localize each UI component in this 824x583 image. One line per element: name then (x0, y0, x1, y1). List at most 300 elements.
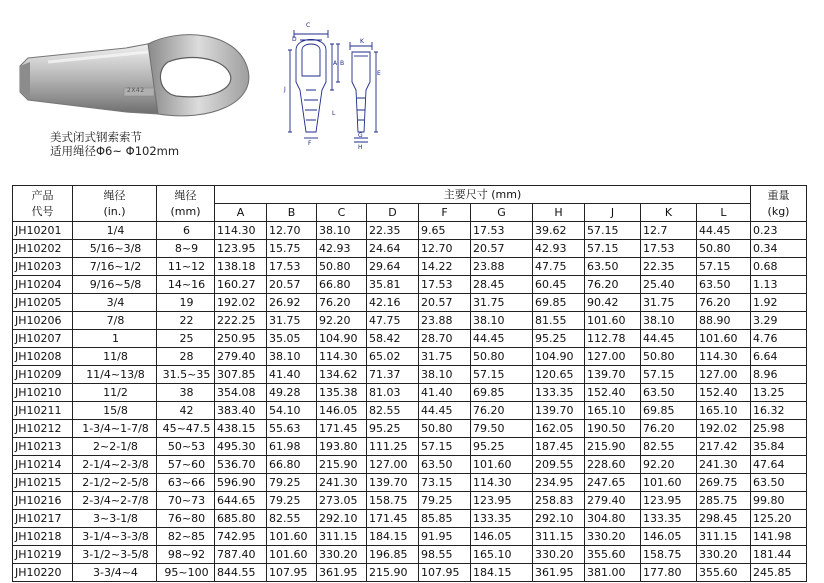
table-cell: 190.50 (585, 420, 641, 438)
product-code-cell: JH10217 (13, 510, 73, 528)
table-cell: 98~92 (157, 546, 215, 564)
table-cell: 127.00 (367, 456, 419, 474)
table-cell: 311.15 (533, 528, 585, 546)
table-cell: 42 (157, 402, 215, 420)
table-cell: 22 (157, 312, 215, 330)
weight-cell: 63.50 (751, 474, 807, 492)
table-cell: 844.55 (215, 564, 267, 582)
table-cell: 114.30 (471, 474, 533, 492)
product-code-cell: JH10206 (13, 312, 73, 330)
table-cell: 42.16 (367, 294, 419, 312)
table-cell: 133.35 (641, 510, 697, 528)
weight-cell: 0.68 (751, 258, 807, 276)
table-cell: 241.30 (317, 474, 367, 492)
table-cell: 381.00 (585, 564, 641, 582)
table-row (13, 258, 807, 276)
table-cell: 38.10 (641, 312, 697, 330)
table-row (13, 240, 807, 258)
table-cell: 85.85 (419, 510, 471, 528)
table-cell: 31.75 (419, 348, 471, 366)
table-cell: 38.10 (267, 348, 317, 366)
table-row (13, 312, 807, 330)
weight-cell: 25.98 (751, 420, 807, 438)
table-cell: 3~3-1/8 (73, 510, 157, 528)
table-cell: 111.25 (367, 438, 419, 456)
table-cell: 8~9 (157, 240, 215, 258)
table-row (13, 420, 807, 438)
table-cell: 139.70 (367, 474, 419, 492)
table-cell: 63~66 (157, 474, 215, 492)
weight-cell: 141.98 (751, 528, 807, 546)
table-cell: 14~16 (157, 276, 215, 294)
table-cell: 28 (157, 348, 215, 366)
table-cell: 330.20 (585, 528, 641, 546)
table-row (13, 438, 807, 456)
weight-cell: 47.64 (751, 456, 807, 474)
caption-rope-range: 适用绳径Φ6~ Φ102mm (50, 144, 180, 158)
table-cell: 787.40 (215, 546, 267, 564)
table-cell: 88.90 (697, 312, 751, 330)
product-code-cell: JH10211 (13, 402, 73, 420)
table-cell: 250.95 (215, 330, 267, 348)
table-cell: 12.70 (267, 222, 317, 240)
table-cell: 29.64 (367, 258, 419, 276)
table-cell: 79.25 (267, 474, 317, 492)
table-cell: 25.40 (641, 276, 697, 294)
table-cell: 65.02 (367, 348, 419, 366)
table-cell: 98.55 (419, 546, 471, 564)
table-cell: 184.15 (471, 564, 533, 582)
table-cell: 222.25 (215, 312, 267, 330)
table-cell: 20.57 (419, 294, 471, 312)
table-cell: 9/16~5/8 (73, 276, 157, 294)
table-cell: 71.37 (367, 366, 419, 384)
table-cell: 49.28 (267, 384, 317, 402)
table-cell: 82.55 (267, 510, 317, 528)
table-cell: 76.20 (471, 402, 533, 420)
product-code-cell: JH10204 (13, 276, 73, 294)
table-cell: 133.35 (533, 384, 585, 402)
table-cell: 11/4~13/8 (73, 366, 157, 384)
table-cell: 23.88 (419, 312, 471, 330)
table-cell: 66.80 (317, 276, 367, 294)
table-cell: 82.55 (641, 438, 697, 456)
table-cell: 279.40 (585, 492, 641, 510)
table-cell: 50.80 (317, 258, 367, 276)
table-cell: 596.90 (215, 474, 267, 492)
table-cell: 285.75 (697, 492, 751, 510)
product-code-cell: JH10208 (13, 348, 73, 366)
table-cell: 38.10 (317, 222, 367, 240)
table-cell: 123.95 (215, 240, 267, 258)
table-cell: 39.62 (533, 222, 585, 240)
table-cell: 7/16~1/2 (73, 258, 157, 276)
table-cell: 12.7 (641, 222, 697, 240)
weight-cell: 245.85 (751, 564, 807, 582)
table-cell: 438.15 (215, 420, 267, 438)
header-dim-d: D (367, 204, 419, 222)
table-row (13, 528, 807, 546)
table-row (13, 546, 807, 564)
table-cell: 742.95 (215, 528, 267, 546)
table-cell: 57.15 (697, 258, 751, 276)
table-cell: 1-3/4~1-7/8 (73, 420, 157, 438)
product-code-cell: JH10210 (13, 384, 73, 402)
header-dim-k: K (641, 204, 697, 222)
table-row (13, 474, 807, 492)
table-cell: 196.85 (367, 546, 419, 564)
table-cell: 7/8 (73, 312, 157, 330)
table-cell: 95.25 (471, 438, 533, 456)
weight-cell: 0.34 (751, 240, 807, 258)
table-row (13, 348, 807, 366)
table-cell: 47.75 (367, 312, 419, 330)
table-cell: 2-1/2~2-5/8 (73, 474, 157, 492)
table-cell: 171.45 (317, 420, 367, 438)
product-code-cell: JH10203 (13, 258, 73, 276)
table-cell: 55.63 (267, 420, 317, 438)
table-cell: 38 (157, 384, 215, 402)
table-cell: 28.45 (471, 276, 533, 294)
table-cell: 41.40 (419, 384, 471, 402)
header-dim-g: G (471, 204, 533, 222)
table-cell: 127.00 (585, 348, 641, 366)
table-cell: 81.55 (533, 312, 585, 330)
table-cell: 24.64 (367, 240, 419, 258)
header-dim-f: F (419, 204, 471, 222)
table-cell: 127.00 (697, 366, 751, 384)
table-cell: 95.25 (533, 330, 585, 348)
header-weight: 重量 (kg) (751, 186, 807, 222)
header-dim-h: H (533, 204, 585, 222)
table-cell: 187.45 (533, 438, 585, 456)
table-row (13, 276, 807, 294)
table-cell: 234.95 (533, 474, 585, 492)
table-cell: 19 (157, 294, 215, 312)
table-cell: 76.20 (585, 276, 641, 294)
table-cell: 311.15 (317, 528, 367, 546)
table-cell: 26.92 (267, 294, 317, 312)
table-cell: 17.53 (641, 240, 697, 258)
product-code-cell: JH10202 (13, 240, 73, 258)
table-cell: 158.75 (367, 492, 419, 510)
table-cell: 355.60 (697, 564, 751, 582)
spec-table-body (13, 222, 807, 582)
table-cell: 1/4 (73, 222, 157, 240)
weight-cell: 99.80 (751, 492, 807, 510)
table-cell: 330.20 (317, 546, 367, 564)
table-cell: 184.15 (367, 528, 419, 546)
table-cell: 31.75 (641, 294, 697, 312)
drawing-label-d: D (292, 36, 297, 43)
table-cell: 44.45 (419, 402, 471, 420)
table-cell: 171.45 (367, 510, 419, 528)
table-cell: 383.40 (215, 402, 267, 420)
table-cell: 63.50 (419, 456, 471, 474)
table-cell: 50~53 (157, 438, 215, 456)
caption-title: 美式闭式钢索索节 (50, 130, 142, 144)
table-cell: 35.81 (367, 276, 419, 294)
table-row (13, 330, 807, 348)
table-cell: 330.20 (533, 546, 585, 564)
weight-cell: 35.84 (751, 438, 807, 456)
drawing-label-f: F (308, 140, 312, 147)
table-cell: 152.40 (697, 384, 751, 402)
table-cell: 38.10 (419, 366, 471, 384)
table-cell: 11/2 (73, 384, 157, 402)
product-stamp: 2X42 (127, 87, 145, 94)
table-cell: 123.95 (641, 492, 697, 510)
table-cell: 79.25 (419, 492, 471, 510)
table-cell: 3/4 (73, 294, 157, 312)
table-cell: 495.30 (215, 438, 267, 456)
drawing-label-b: B (340, 60, 345, 67)
table-cell: 11~12 (157, 258, 215, 276)
weight-cell: 1.92 (751, 294, 807, 312)
table-cell: 54.10 (267, 402, 317, 420)
drawing-label-j: J (284, 86, 286, 93)
table-cell: 31.75 (267, 312, 317, 330)
table-cell: 20.57 (267, 276, 317, 294)
table-cell: 536.70 (215, 456, 267, 474)
table-cell: 28.70 (419, 330, 471, 348)
table-cell: 354.08 (215, 384, 267, 402)
product-code-cell: JH10201 (13, 222, 73, 240)
table-cell: 41.40 (267, 366, 317, 384)
table-cell: 279.40 (215, 348, 267, 366)
table-cell: 215.90 (585, 438, 641, 456)
product-code-cell: JH10205 (13, 294, 73, 312)
product-code-cell: JH10216 (13, 492, 73, 510)
table-cell: 3-1/4~3-3/8 (73, 528, 157, 546)
product-code-cell: JH10219 (13, 546, 73, 564)
product-caption (50, 130, 179, 158)
table-cell: 79.50 (471, 420, 533, 438)
table-cell: 355.60 (585, 546, 641, 564)
table-cell: 5/16~3/8 (73, 240, 157, 258)
weight-cell: 1.13 (751, 276, 807, 294)
table-cell: 90.42 (585, 294, 641, 312)
technical-drawing (282, 20, 390, 160)
table-cell: 70~73 (157, 492, 215, 510)
table-cell: 31.5~35 (157, 366, 215, 384)
header-dim-l: L (697, 204, 751, 222)
table-cell: 165.10 (471, 546, 533, 564)
table-cell: 101.60 (471, 456, 533, 474)
table-cell: 247.65 (585, 474, 641, 492)
drawing-label-g: G (358, 132, 363, 139)
table-cell: 269.75 (697, 474, 751, 492)
table-cell: 330.20 (697, 546, 751, 564)
table-cell: 63.50 (585, 258, 641, 276)
table-cell: 101.60 (641, 474, 697, 492)
table-cell: 23.88 (471, 258, 533, 276)
table-cell: 31.75 (471, 294, 533, 312)
table-cell: 311.15 (697, 528, 751, 546)
table-cell: 58.42 (367, 330, 419, 348)
table-cell: 107.95 (419, 564, 471, 582)
table-cell: 22.35 (367, 222, 419, 240)
table-cell: 146.05 (317, 402, 367, 420)
table-cell: 292.10 (533, 510, 585, 528)
table-cell: 57.15 (471, 366, 533, 384)
table-cell: 120.65 (533, 366, 585, 384)
table-cell: 63.50 (641, 384, 697, 402)
table-cell: 25 (157, 330, 215, 348)
product-code-cell: JH10213 (13, 438, 73, 456)
weight-cell: 6.64 (751, 348, 807, 366)
product-code-cell: JH10209 (13, 366, 73, 384)
table-cell: 104.90 (317, 330, 367, 348)
table-cell: 66.80 (267, 456, 317, 474)
table-cell: 112.78 (585, 330, 641, 348)
table-cell: 57.15 (585, 240, 641, 258)
table-cell: 215.90 (317, 456, 367, 474)
table-cell: 133.35 (471, 510, 533, 528)
table-cell: 20.57 (471, 240, 533, 258)
table-cell: 57.15 (641, 366, 697, 384)
table-cell: 146.05 (471, 528, 533, 546)
weight-cell: 8.96 (751, 366, 807, 384)
table-cell: 14.22 (419, 258, 471, 276)
spec-table (12, 185, 807, 582)
table-cell: 76~80 (157, 510, 215, 528)
table-cell: 81.03 (367, 384, 419, 402)
table-row (13, 384, 807, 402)
table-cell: 57.15 (585, 222, 641, 240)
table-cell: 304.80 (585, 510, 641, 528)
table-cell: 292.10 (317, 510, 367, 528)
weight-cell: 13.25 (751, 384, 807, 402)
table-cell: 146.05 (641, 528, 697, 546)
table-cell: 17.53 (419, 276, 471, 294)
table-row (13, 222, 807, 240)
product-code-cell: JH10207 (13, 330, 73, 348)
header-main-dimensions: 主要尺寸 (mm) (215, 186, 751, 204)
header-dim-b: B (267, 204, 317, 222)
header-dim-c: C (317, 204, 367, 222)
table-cell: 361.95 (533, 564, 585, 582)
table-cell: 215.90 (367, 564, 419, 582)
table-cell: 47.75 (533, 258, 585, 276)
header-rope-mm: 绳径 (mm) (157, 186, 215, 222)
table-cell: 160.27 (215, 276, 267, 294)
table-cell: 177.80 (641, 564, 697, 582)
table-cell: 69.85 (641, 402, 697, 420)
table-cell: 138.18 (215, 258, 267, 276)
table-cell: 158.75 (641, 546, 697, 564)
table-cell: 82~85 (157, 528, 215, 546)
table-cell: 42.93 (533, 240, 585, 258)
table-cell: 193.80 (317, 438, 367, 456)
table-cell: 60.45 (533, 276, 585, 294)
product-code-cell: JH10218 (13, 528, 73, 546)
table-cell: 44.45 (471, 330, 533, 348)
table-cell: 57.15 (419, 438, 471, 456)
table-cell: 307.85 (215, 366, 267, 384)
table-cell: 162.05 (533, 420, 585, 438)
table-cell: 11/8 (73, 348, 157, 366)
header-dim-j: J (585, 204, 641, 222)
table-row (13, 564, 807, 582)
table-cell: 1 (73, 330, 157, 348)
weight-cell: 0.23 (751, 222, 807, 240)
table-cell: 123.95 (471, 492, 533, 510)
table-cell: 152.40 (585, 384, 641, 402)
table-cell: 165.10 (585, 402, 641, 420)
table-cell: 3-3/4~4 (73, 564, 157, 582)
table-cell: 22.35 (641, 258, 697, 276)
table-cell: 50.80 (697, 240, 751, 258)
table-cell: 92.20 (641, 456, 697, 474)
table-cell: 114.30 (317, 348, 367, 366)
table-cell: 114.30 (215, 222, 267, 240)
table-cell: 15/8 (73, 402, 157, 420)
table-row (13, 366, 807, 384)
table-cell: 2-1/4~2-3/8 (73, 456, 157, 474)
table-cell: 79.25 (267, 492, 317, 510)
table-cell: 298.45 (697, 510, 751, 528)
weight-cell: 181.44 (751, 546, 807, 564)
table-cell: 44.45 (697, 222, 751, 240)
table-cell: 273.05 (317, 492, 367, 510)
table-cell: 9.65 (419, 222, 471, 240)
table-cell: 241.30 (697, 456, 751, 474)
table-cell: 76.20 (317, 294, 367, 312)
table-cell: 139.70 (533, 402, 585, 420)
table-cell: 209.55 (533, 456, 585, 474)
table-cell: 139.70 (585, 366, 641, 384)
table-cell: 101.60 (585, 312, 641, 330)
table-cell: 38.10 (471, 312, 533, 330)
table-cell: 2-3/4~2-7/8 (73, 492, 157, 510)
drawing-label-h: H (358, 144, 363, 151)
product-code-cell: JH10220 (13, 564, 73, 582)
header-dim-a: A (215, 204, 267, 222)
table-row (13, 402, 807, 420)
header-rope-in: 绳径 (in.) (73, 186, 157, 222)
table-cell: 61.98 (267, 438, 317, 456)
table-cell: 95~100 (157, 564, 215, 582)
table-cell: 685.80 (215, 510, 267, 528)
table-cell: 44.45 (641, 330, 697, 348)
table-cell: 50.80 (641, 348, 697, 366)
table-cell: 6 (157, 222, 215, 240)
table-row (13, 510, 807, 528)
table-cell: 17.53 (471, 222, 533, 240)
drawing-label-e: E (377, 70, 381, 77)
table-cell: 45~47.5 (157, 420, 215, 438)
table-cell: 91.95 (419, 528, 471, 546)
table-cell: 361.95 (317, 564, 367, 582)
product-photo (8, 18, 253, 130)
table-cell: 92.20 (317, 312, 367, 330)
header-product-code: 产品 代号 (13, 186, 73, 222)
table-cell: 69.85 (471, 384, 533, 402)
table-cell: 15.75 (267, 240, 317, 258)
table-cell: 228.60 (585, 456, 641, 474)
table-cell: 134.62 (317, 366, 367, 384)
table-cell: 76.20 (641, 420, 697, 438)
product-code-cell: JH10215 (13, 474, 73, 492)
table-cell: 644.65 (215, 492, 267, 510)
table-cell: 69.85 (533, 294, 585, 312)
table-cell: 73.15 (419, 474, 471, 492)
table-cell: 57~60 (157, 456, 215, 474)
weight-cell: 125.20 (751, 510, 807, 528)
drawing-label-a: A (333, 60, 338, 67)
product-code-cell: JH10212 (13, 420, 73, 438)
